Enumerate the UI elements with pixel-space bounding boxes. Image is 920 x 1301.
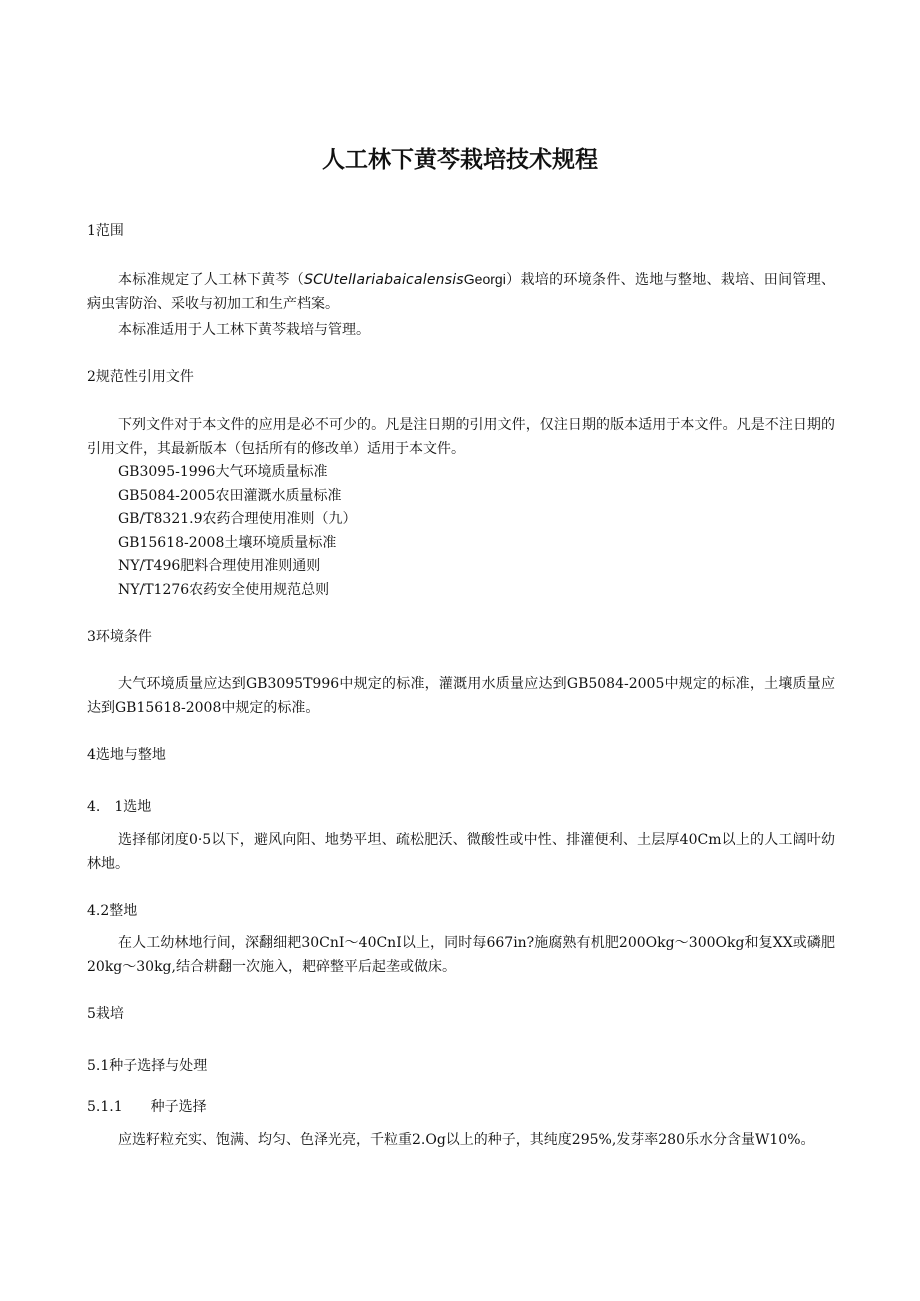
- reference-item: GB5084-2005农田灌溉水质量标准: [118, 488, 342, 504]
- latin-species-name: SCUtelIariabaicalensis: [304, 272, 464, 288]
- section-5-1-1-number: 5.1.1: [87, 1099, 123, 1115]
- section-4-1-heading: 4. 1选地: [87, 799, 152, 815]
- section-5-heading: 5栽培: [87, 1006, 124, 1022]
- section-4-heading: 4选地与整地: [87, 747, 166, 763]
- reference-item: NY/T496肥料合理使用准则通则: [118, 558, 321, 574]
- section-5-1-1-heading: [87, 1095, 207, 1119]
- section-4-2-heading: 4.2整地: [87, 903, 138, 919]
- document-title: 人工林下黄芩栽培技术规程: [322, 147, 598, 173]
- section-1-paragraph-1: [87, 267, 835, 316]
- section-5-1-heading: 5.1种子选择与处理: [87, 1058, 208, 1074]
- scope-text-end: ）栽培的环境条件、选地与整地、栽培、田间管理、病虫害防治、采收与初加工和生产档案。: [87, 272, 836, 312]
- section-2-heading: 2规范性引用文件: [87, 369, 194, 385]
- reference-item: NY/T1276农药安全使用规范总则: [118, 582, 330, 598]
- reference-item: GB/T8321.9农药合理使用准则（九）: [118, 511, 357, 527]
- reference-item: GB3095-1996大气环境质量标准: [118, 464, 328, 480]
- section-5-1-1-title: 种子选择: [150, 1099, 207, 1115]
- section-5-1-1-paragraph: 应选籽粒充实、饱满、均匀、色泽光亮，千粒重2.Og以上的种子，其纯度295%,发芽率280乐水分含量W10%。: [118, 1132, 815, 1148]
- reference-item: GB15618-2008土壤环境质量标准: [118, 535, 337, 551]
- section-1-heading: 1范围: [87, 223, 124, 239]
- scope-text-start: 本标准规定了人工林下黄芩（: [118, 272, 305, 288]
- section-3-heading: 3环境条件: [87, 629, 152, 645]
- species-author: Georgi: [463, 271, 506, 287]
- section-4-2-paragraph: 在人工幼林地行间，深翻细耙30CnI～40CnI以上，同时每667in?施腐熟有机肥200Okg～300Okg和复XX或磷肥20kg～30kg,结合耕翻一次施入，耙碎整平后起垄或做床。: [87, 935, 835, 975]
- section-2-intro: 下列文件对于本文件的应用是必不可少的。凡是注日期的引用文件，仅注日期的版本适用于本文件。凡是不注日期的引用文件，其最新版本（包括所有的修改单）适用于本文件。: [87, 417, 835, 457]
- section-4-1-paragraph: 选择郁闭度0·5以下，避风向阳、地势平坦、疏松肥沃、微酸性或中性、排灌便利、土层厚40Cm以上的人工阔叶幼林地。: [87, 832, 835, 872]
- section-3-paragraph: 大气环境质量应达到GB3095T996中规定的标准，灌溉用水质量应达到GB5084-2005中规定的标准，土壤质量应达到GB15618-2008中规定的标准。: [87, 676, 835, 716]
- section-1-paragraph-2: 本标准适用于人工林下黄芩栽培与管理。: [118, 322, 370, 338]
